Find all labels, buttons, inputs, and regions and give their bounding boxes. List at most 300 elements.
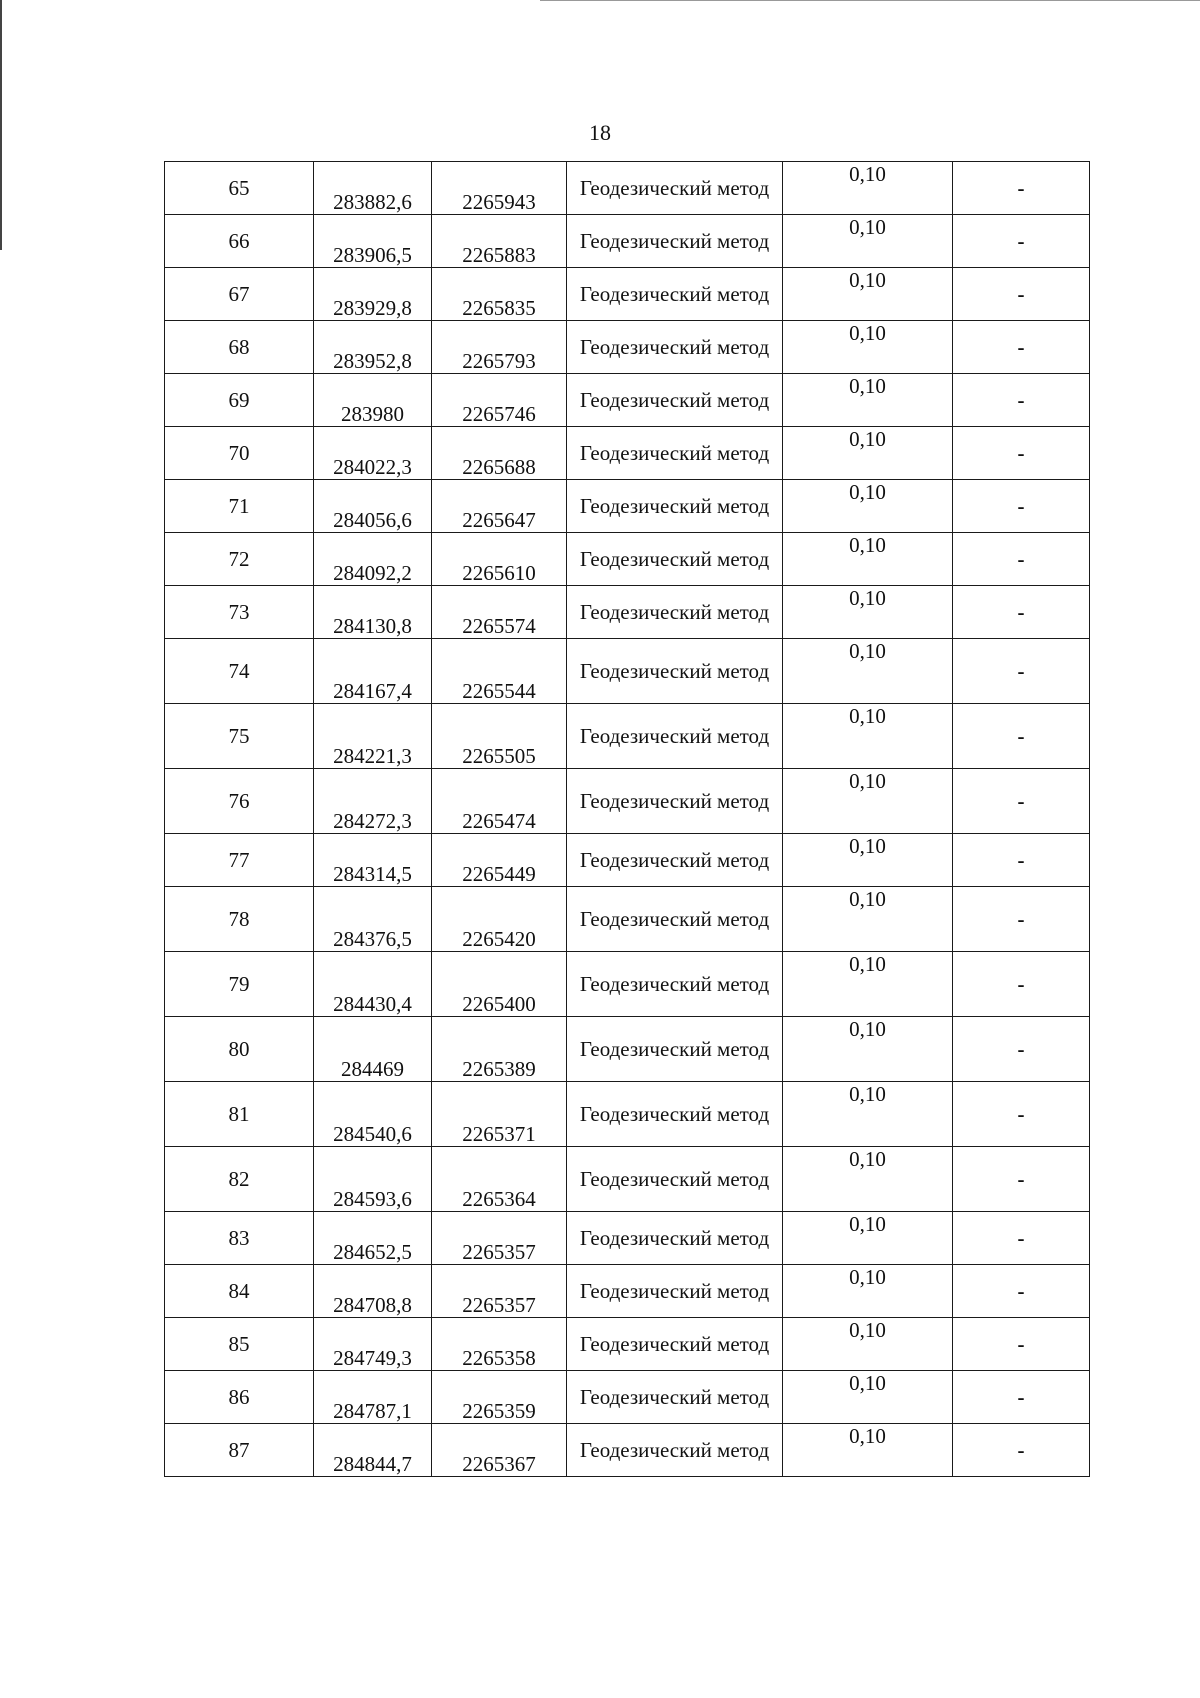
accuracy-cell (783, 427, 953, 480)
note-dash: - (1017, 281, 1025, 306)
accuracy-value: 0,10 (849, 268, 886, 292)
note-dash: - (1017, 788, 1025, 813)
method-text: Геодезический метод (579, 1437, 770, 1462)
table-row (165, 268, 1090, 321)
note-dash: - (1017, 334, 1025, 359)
y-coordinate-cell (432, 639, 567, 704)
point-number-cell (165, 586, 314, 639)
note-cell (953, 268, 1090, 321)
accuracy-cell (783, 1424, 953, 1477)
accuracy-cell (783, 533, 953, 586)
method-text: Геодезический метод (579, 1036, 770, 1061)
point-number: 65 (228, 175, 250, 200)
accuracy-cell (783, 268, 953, 321)
accuracy-value: 0,10 (849, 215, 886, 239)
point-number: 84 (228, 1278, 250, 1303)
y-coordinate: 2265357 (462, 1240, 536, 1264)
note-cell (953, 1318, 1090, 1371)
point-number: 87 (228, 1437, 250, 1462)
method-cell (567, 162, 783, 215)
y-coordinate-cell (432, 769, 567, 834)
accuracy-value: 0,10 (849, 1082, 886, 1106)
y-coordinate-cell (432, 480, 567, 533)
x-coordinate-cell (314, 533, 432, 586)
accuracy-value: 0,10 (849, 533, 886, 557)
method-cell (567, 427, 783, 480)
point-number-cell (165, 427, 314, 480)
page-number: 18 (589, 120, 611, 145)
table-row (165, 1371, 1090, 1424)
point-number-cell (165, 215, 314, 268)
y-coordinate: 2265400 (462, 992, 536, 1016)
method-cell (567, 769, 783, 834)
y-coordinate: 2265688 (462, 455, 536, 479)
accuracy-cell (783, 1212, 953, 1265)
method-cell (567, 1318, 783, 1371)
method-text: Геодезический метод (579, 847, 770, 872)
accuracy-value: 0,10 (849, 586, 886, 610)
accuracy-cell (783, 480, 953, 533)
note-dash: - (1017, 1036, 1025, 1061)
table-row (165, 1424, 1090, 1477)
accuracy-value: 0,10 (849, 769, 886, 793)
table-row (165, 374, 1090, 427)
table-row (165, 834, 1090, 887)
coordinates-table-body (165, 162, 1090, 1477)
note-cell (953, 586, 1090, 639)
y-coordinate: 2265793 (462, 349, 536, 373)
accuracy-cell (783, 1265, 953, 1318)
point-number-cell (165, 834, 314, 887)
note-dash: - (1017, 1384, 1025, 1409)
accuracy-cell (783, 162, 953, 215)
method-text: Геодезический метод (579, 599, 770, 624)
note-dash: - (1017, 658, 1025, 683)
y-coordinate: 2265358 (462, 1346, 536, 1370)
point-number-cell (165, 480, 314, 533)
note-cell (953, 162, 1090, 215)
y-coordinate-cell (432, 1318, 567, 1371)
accuracy-cell (783, 1147, 953, 1212)
point-number-cell (165, 374, 314, 427)
point-number-cell (165, 162, 314, 215)
accuracy-cell (783, 1082, 953, 1147)
point-number-cell (165, 268, 314, 321)
y-coordinate: 2265746 (462, 402, 536, 426)
x-coordinate: 283882,6 (333, 190, 412, 214)
accuracy-cell (783, 1318, 953, 1371)
y-coordinate-cell (432, 586, 567, 639)
table-row (165, 1147, 1090, 1212)
x-coordinate: 284430,4 (333, 992, 412, 1016)
x-coordinate: 284272,3 (333, 809, 412, 833)
table-row (165, 1318, 1090, 1371)
method-cell (567, 215, 783, 268)
point-number-cell (165, 704, 314, 769)
method-text: Геодезический метод (579, 723, 770, 748)
note-cell (953, 1424, 1090, 1477)
x-coordinate: 283906,5 (333, 243, 412, 267)
y-coordinate-cell (432, 427, 567, 480)
method-cell (567, 1371, 783, 1424)
y-coordinate-cell (432, 1212, 567, 1265)
note-dash: - (1017, 971, 1025, 996)
method-cell (567, 268, 783, 321)
table-row (165, 769, 1090, 834)
note-cell (953, 215, 1090, 268)
note-cell (953, 952, 1090, 1017)
method-cell (567, 704, 783, 769)
table-row (165, 1212, 1090, 1265)
point-number-cell (165, 1318, 314, 1371)
accuracy-value: 0,10 (849, 1424, 886, 1448)
note-dash: - (1017, 387, 1025, 412)
note-dash: - (1017, 1437, 1025, 1462)
table-row (165, 480, 1090, 533)
accuracy-value: 0,10 (849, 887, 886, 911)
x-coordinate-cell (314, 769, 432, 834)
y-coordinate-cell (432, 162, 567, 215)
note-dash: - (1017, 599, 1025, 624)
x-coordinate-cell (314, 1371, 432, 1424)
table-row (165, 586, 1090, 639)
table-row (165, 533, 1090, 586)
accuracy-cell (783, 887, 953, 952)
x-coordinate-cell (314, 952, 432, 1017)
note-cell (953, 1082, 1090, 1147)
method-cell (567, 480, 783, 533)
accuracy-cell (783, 1371, 953, 1424)
x-coordinate: 283980 (341, 402, 404, 426)
x-coordinate-cell (314, 1265, 432, 1318)
coordinates-table (164, 161, 1090, 1477)
note-dash: - (1017, 1225, 1025, 1250)
note-dash: - (1017, 1166, 1025, 1191)
table-row (165, 639, 1090, 704)
note-dash: - (1017, 440, 1025, 465)
y-coordinate: 2265943 (462, 190, 536, 214)
y-coordinate-cell (432, 268, 567, 321)
note-cell (953, 374, 1090, 427)
note-cell (953, 834, 1090, 887)
point-number-cell (165, 769, 314, 834)
x-coordinate-cell (314, 704, 432, 769)
note-cell (953, 480, 1090, 533)
method-cell (567, 834, 783, 887)
method-text: Геодезический метод (579, 1278, 770, 1303)
point-number-cell (165, 1371, 314, 1424)
table-row (165, 887, 1090, 952)
y-coordinate: 2265574 (462, 614, 536, 638)
x-coordinate-cell (314, 1424, 432, 1477)
point-number-cell (165, 952, 314, 1017)
method-text: Геодезический метод (579, 228, 770, 253)
method-text: Геодезический метод (579, 546, 770, 571)
x-coordinate: 284167,4 (333, 679, 412, 703)
accuracy-value: 0,10 (849, 952, 886, 976)
point-number-cell (165, 1265, 314, 1318)
method-cell (567, 639, 783, 704)
x-coordinate-cell (314, 1082, 432, 1147)
method-cell (567, 1265, 783, 1318)
point-number: 69 (228, 387, 250, 412)
note-cell (953, 704, 1090, 769)
point-number: 85 (228, 1331, 250, 1356)
y-coordinate-cell (432, 1265, 567, 1318)
x-coordinate: 284749,3 (333, 1346, 412, 1370)
method-cell (567, 586, 783, 639)
point-number: 72 (228, 546, 250, 571)
x-coordinate: 284844,7 (333, 1452, 412, 1476)
method-text: Геодезический метод (579, 971, 770, 996)
accuracy-cell (783, 834, 953, 887)
note-dash: - (1017, 493, 1025, 518)
method-cell (567, 1212, 783, 1265)
x-coordinate-cell (314, 1212, 432, 1265)
accuracy-cell (783, 704, 953, 769)
y-coordinate-cell (432, 952, 567, 1017)
accuracy-cell (783, 952, 953, 1017)
accuracy-cell (783, 1017, 953, 1082)
table-row (165, 1265, 1090, 1318)
accuracy-value: 0,10 (849, 1212, 886, 1236)
y-coordinate: 2265474 (462, 809, 536, 833)
accuracy-value: 0,10 (849, 480, 886, 504)
method-cell (567, 952, 783, 1017)
y-coordinate: 2265544 (462, 679, 536, 703)
y-coordinate: 2265357 (462, 1293, 536, 1317)
x-coordinate: 284652,5 (333, 1240, 412, 1264)
method-cell (567, 1424, 783, 1477)
method-text: Геодезический метод (579, 175, 770, 200)
x-coordinate-cell (314, 1318, 432, 1371)
accuracy-value: 0,10 (849, 1265, 886, 1289)
y-coordinate-cell (432, 704, 567, 769)
note-cell (953, 533, 1090, 586)
table-row (165, 1017, 1090, 1082)
point-number: 78 (228, 906, 250, 931)
point-number: 75 (228, 723, 250, 748)
table-row (165, 427, 1090, 480)
point-number: 81 (228, 1101, 250, 1126)
x-coordinate: 284022,3 (333, 455, 412, 479)
x-coordinate: 284593,6 (333, 1187, 412, 1211)
x-coordinate-cell (314, 268, 432, 321)
method-text: Геодезический метод (579, 281, 770, 306)
note-dash: - (1017, 175, 1025, 200)
note-cell (953, 1371, 1090, 1424)
method-text: Геодезический метод (579, 1384, 770, 1409)
method-text: Геодезический метод (579, 658, 770, 683)
accuracy-value: 0,10 (849, 427, 886, 451)
point-number: 86 (228, 1384, 250, 1409)
y-coordinate-cell (432, 1147, 567, 1212)
note-cell (953, 887, 1090, 952)
point-number: 73 (228, 599, 250, 624)
x-coordinate: 284708,8 (333, 1293, 412, 1317)
method-text: Геодезический метод (579, 1166, 770, 1191)
point-number-cell (165, 1082, 314, 1147)
x-coordinate: 284221,3 (333, 744, 412, 768)
note-cell (953, 1017, 1090, 1082)
point-number-cell (165, 639, 314, 704)
accuracy-value: 0,10 (849, 162, 886, 186)
x-coordinate-cell (314, 1017, 432, 1082)
note-cell (953, 639, 1090, 704)
x-coordinate: 283929,8 (333, 296, 412, 320)
method-cell (567, 374, 783, 427)
x-coordinate-cell (314, 215, 432, 268)
point-number: 70 (228, 440, 250, 465)
point-number: 80 (228, 1036, 250, 1061)
point-number-cell (165, 321, 314, 374)
table-row (165, 162, 1090, 215)
method-text: Геодезический метод (579, 334, 770, 359)
y-coordinate-cell (432, 215, 567, 268)
note-cell (953, 427, 1090, 480)
method-text: Геодезический метод (579, 788, 770, 813)
note-dash: - (1017, 847, 1025, 872)
x-coordinate-cell (314, 321, 432, 374)
point-number-cell (165, 1017, 314, 1082)
x-coordinate: 283952,8 (333, 349, 412, 373)
note-dash: - (1017, 1278, 1025, 1303)
point-number-cell (165, 887, 314, 952)
accuracy-value: 0,10 (849, 1017, 886, 1041)
point-number-cell (165, 1424, 314, 1477)
note-cell (953, 1265, 1090, 1318)
accuracy-value: 0,10 (849, 704, 886, 728)
y-coordinate-cell (432, 1017, 567, 1082)
x-coordinate: 284092,2 (333, 561, 412, 585)
y-coordinate-cell (432, 321, 567, 374)
method-cell (567, 887, 783, 952)
x-coordinate: 284130,8 (333, 614, 412, 638)
table-row (165, 321, 1090, 374)
accuracy-cell (783, 769, 953, 834)
accuracy-cell (783, 215, 953, 268)
point-number: 77 (228, 847, 250, 872)
note-cell (953, 1147, 1090, 1212)
method-text: Геодезический метод (579, 493, 770, 518)
method-text: Геодезический метод (579, 440, 770, 465)
point-number: 74 (228, 658, 250, 683)
note-cell (953, 321, 1090, 374)
x-coordinate: 284469 (341, 1057, 404, 1081)
y-coordinate: 2265420 (462, 927, 536, 951)
y-coordinate: 2265647 (462, 508, 536, 532)
y-coordinate: 2265359 (462, 1399, 536, 1423)
point-number-cell (165, 1147, 314, 1212)
table-row (165, 215, 1090, 268)
note-cell (953, 1212, 1090, 1265)
x-coordinate-cell (314, 1147, 432, 1212)
x-coordinate-cell (314, 162, 432, 215)
x-coordinate: 284376,5 (333, 927, 412, 951)
accuracy-cell (783, 374, 953, 427)
accuracy-cell (783, 321, 953, 374)
accuracy-value: 0,10 (849, 834, 886, 858)
method-text: Геодезический метод (579, 906, 770, 931)
x-coordinate-cell (314, 374, 432, 427)
x-coordinate-cell (314, 480, 432, 533)
y-coordinate-cell (432, 533, 567, 586)
accuracy-value: 0,10 (849, 639, 886, 663)
method-text: Геодезический метод (579, 387, 770, 412)
scan-edge-top (540, 0, 1200, 1)
y-coordinate: 2265389 (462, 1057, 536, 1081)
method-text: Геодезический метод (579, 1225, 770, 1250)
x-coordinate-cell (314, 834, 432, 887)
y-coordinate-cell (432, 1424, 567, 1477)
point-number: 71 (228, 493, 250, 518)
y-coordinate: 2265367 (462, 1452, 536, 1476)
note-dash: - (1017, 1101, 1025, 1126)
accuracy-value: 0,10 (849, 1371, 886, 1395)
y-coordinate-cell (432, 834, 567, 887)
method-text: Геодезический метод (579, 1101, 770, 1126)
y-coordinate-cell (432, 1082, 567, 1147)
note-dash: - (1017, 546, 1025, 571)
accuracy-value: 0,10 (849, 374, 886, 398)
y-coordinate: 2265505 (462, 744, 536, 768)
y-coordinate: 2265610 (462, 561, 536, 585)
accuracy-cell (783, 586, 953, 639)
point-number: 66 (228, 228, 250, 253)
y-coordinate: 2265883 (462, 243, 536, 267)
table-row (165, 704, 1090, 769)
note-dash: - (1017, 723, 1025, 748)
note-cell (953, 769, 1090, 834)
y-coordinate: 2265835 (462, 296, 536, 320)
method-cell (567, 1017, 783, 1082)
y-coordinate: 2265364 (462, 1187, 536, 1211)
x-coordinate-cell (314, 427, 432, 480)
y-coordinate: 2265371 (462, 1122, 536, 1146)
x-coordinate-cell (314, 887, 432, 952)
point-number: 82 (228, 1166, 250, 1191)
accuracy-cell (783, 639, 953, 704)
y-coordinate: 2265449 (462, 862, 536, 886)
method-cell (567, 1082, 783, 1147)
accuracy-value: 0,10 (849, 321, 886, 345)
method-cell (567, 321, 783, 374)
accuracy-value: 0,10 (849, 1318, 886, 1342)
point-number: 67 (228, 281, 250, 306)
method-cell (567, 1147, 783, 1212)
x-coordinate: 284540,6 (333, 1122, 412, 1146)
x-coordinate: 284056,6 (333, 508, 412, 532)
point-number: 68 (228, 334, 250, 359)
point-number-cell (165, 533, 314, 586)
y-coordinate-cell (432, 887, 567, 952)
point-number: 83 (228, 1225, 250, 1250)
x-coordinate: 284314,5 (333, 862, 412, 886)
note-dash: - (1017, 906, 1025, 931)
point-number-cell (165, 1212, 314, 1265)
table-row (165, 952, 1090, 1017)
method-text: Геодезический метод (579, 1331, 770, 1356)
point-number: 79 (228, 971, 250, 996)
note-dash: - (1017, 1331, 1025, 1356)
x-coordinate-cell (314, 586, 432, 639)
x-coordinate: 284787,1 (333, 1399, 412, 1423)
table-row (165, 1082, 1090, 1147)
y-coordinate-cell (432, 374, 567, 427)
method-cell (567, 533, 783, 586)
x-coordinate-cell (314, 639, 432, 704)
accuracy-value: 0,10 (849, 1147, 886, 1171)
